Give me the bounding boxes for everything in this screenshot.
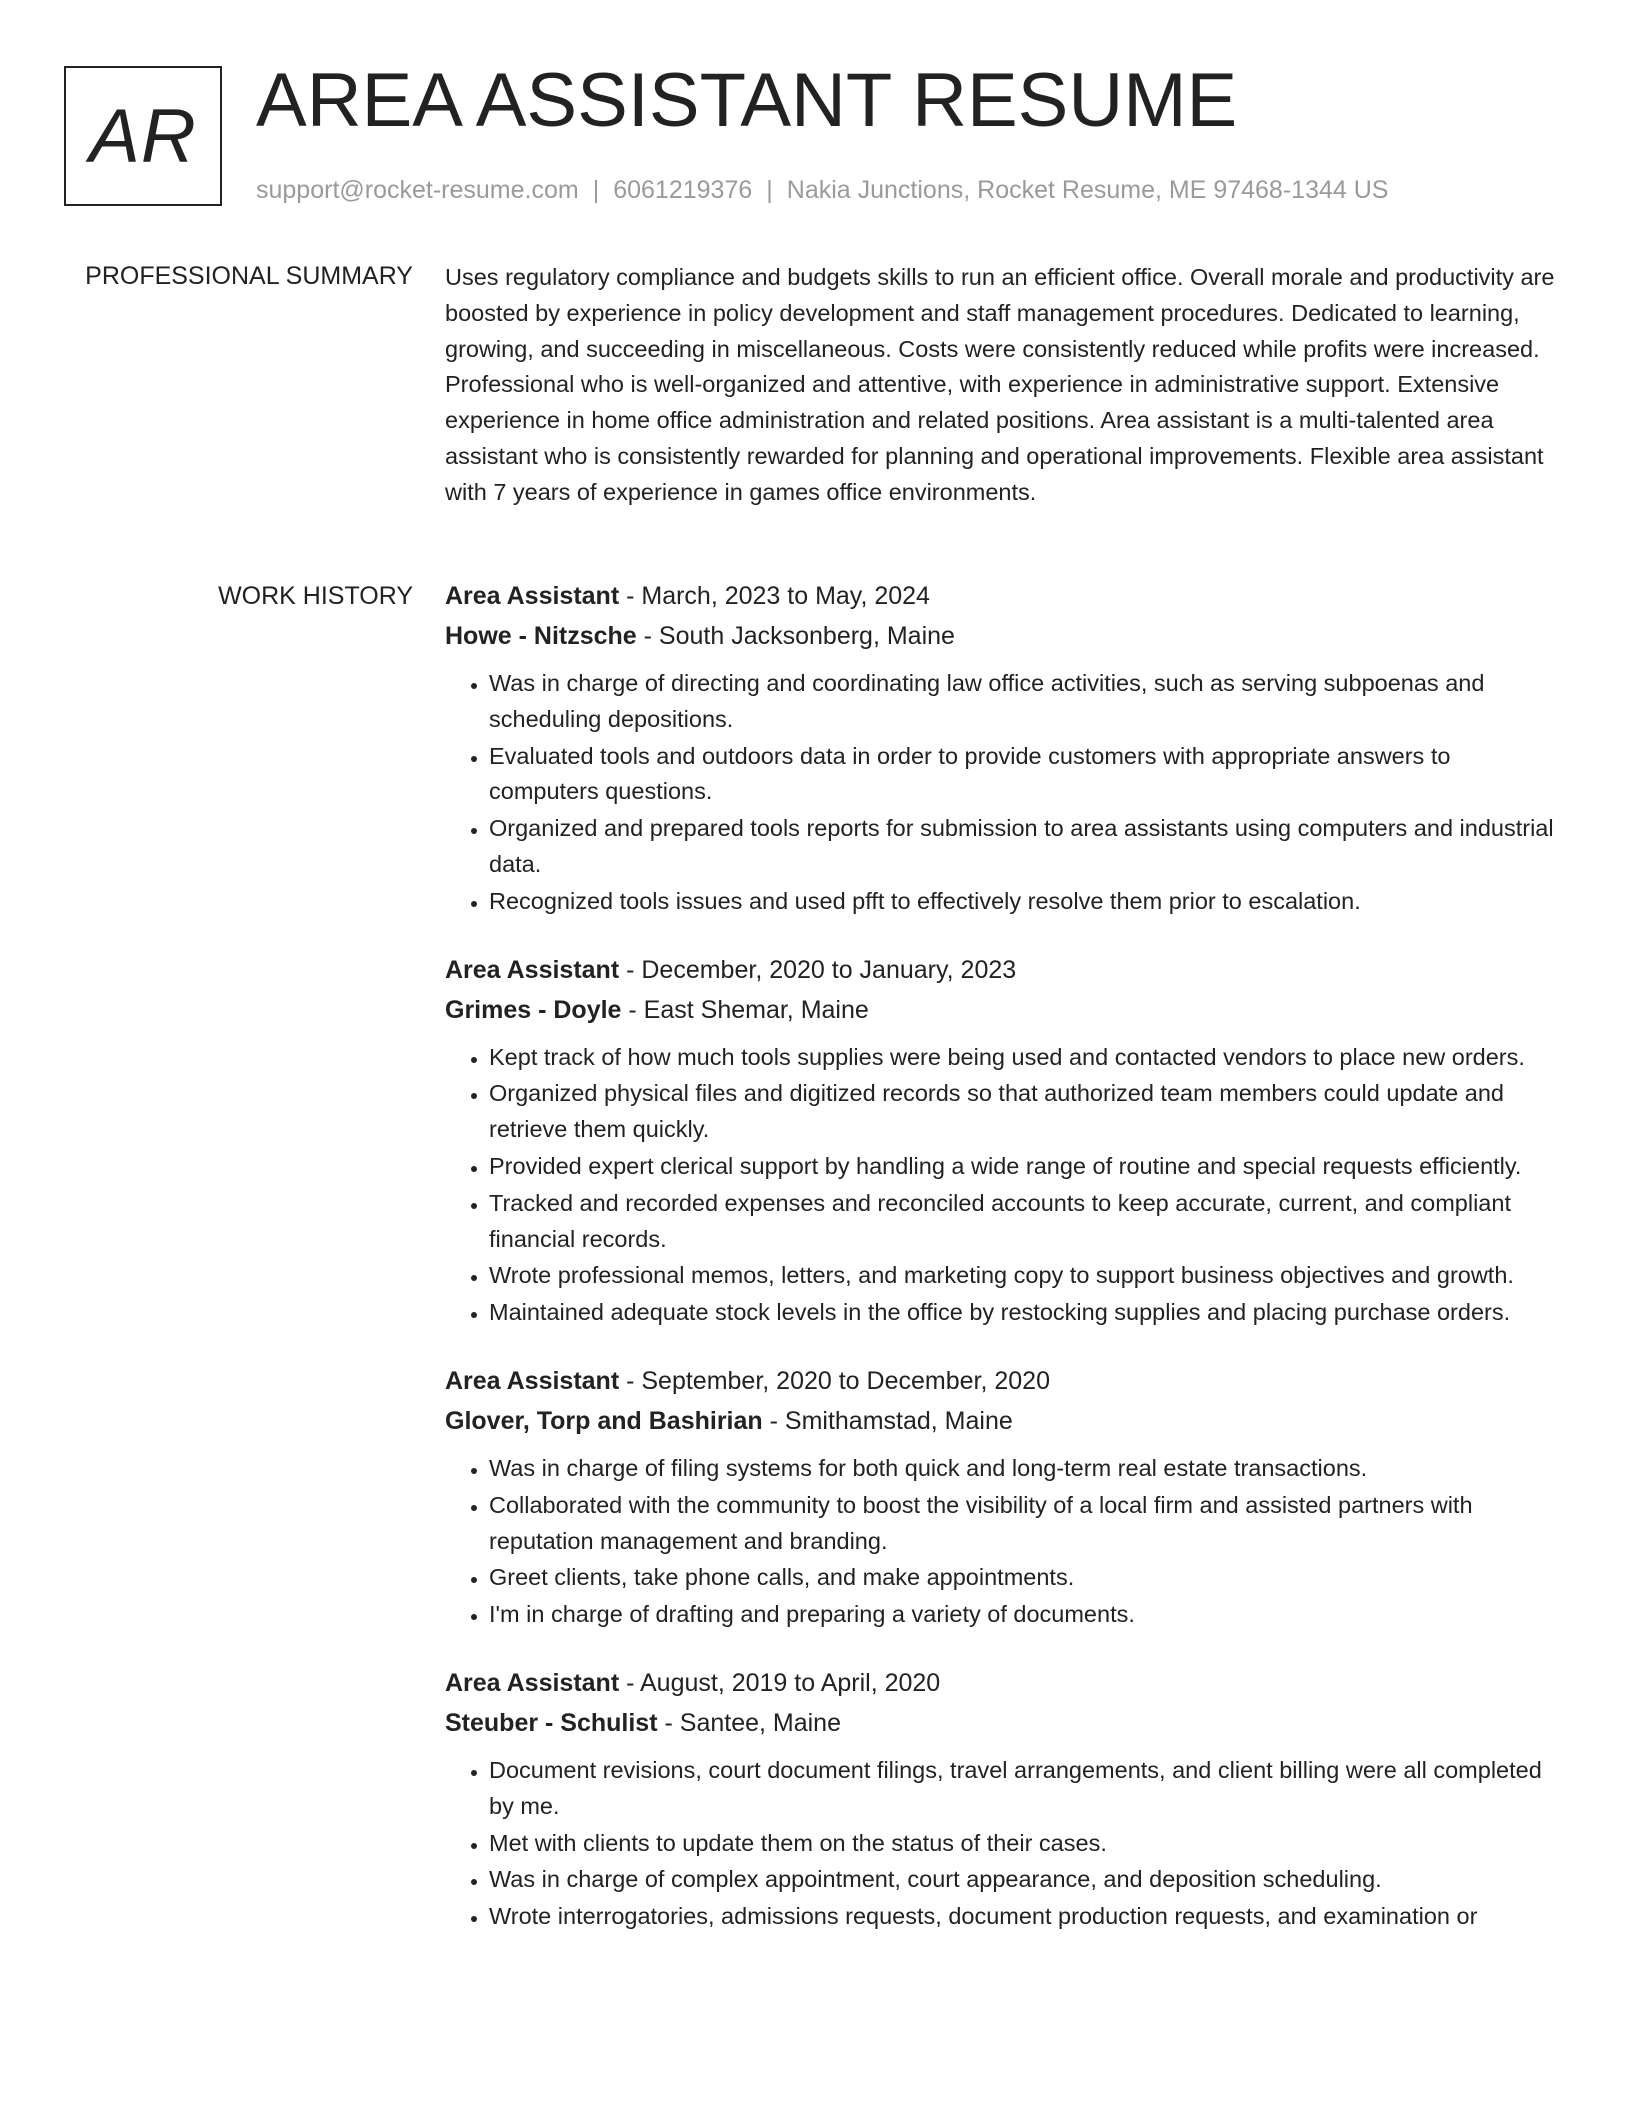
- contact-address: Nakia Junctions, Rocket Resume, ME 97468-1344 US: [786, 176, 1389, 204]
- job-bullet: • Maintained adequate stock levels in the office by restocking supplies and placing purchase orders.: [489, 1295, 1565, 1331]
- job-bullet: • Kept track of how much tools supplies were being used and contacted vendors to place new orders.: [489, 1040, 1565, 1076]
- job-dates: - December, 2020 to January, 2023: [619, 955, 1017, 984]
- job-bullet: • Greet clients, take phone calls, and make appointments.: [489, 1560, 1565, 1596]
- job-entry: [445, 1361, 1565, 1633]
- contact-email[interactable]: support@rocket-resume.com: [256, 176, 579, 204]
- summary-text: Uses regulatory compliance and budgets skills to run an efficient office. Overall morale and productivity are boosted by experience in policy development and staff management procedures. Dedicated to learning, growing, and succeeding in miscellaneous. Costs were consistently reduced while profits were increased. Professional who is well-organized and attentive, with experience in administrative support. Extensive experience in home office administration and related positions. Area assistant is a multi-talented area assistant who is consistently rewarded for planning and operational improvements. Flexible area assistant with 7 years of experience in games office environments.: [445, 264, 1555, 505]
- job-location: - Smithamstad, Maine: [762, 1406, 1013, 1435]
- contact-phone[interactable]: 6061219376: [613, 176, 753, 204]
- job-title: Area Assistant: [445, 955, 620, 984]
- job-bullet: • Organized physical files and digitized records so that authorized team members could update and retrieve them quickly.: [489, 1076, 1565, 1148]
- resume-title: AREA ASSISTANT RESUME: [256, 58, 1238, 143]
- job-company-line: [445, 1401, 1565, 1441]
- job-dates: - September, 2020 to December, 2020: [619, 1366, 1050, 1395]
- job-bullet: • Organized and prepared tools reports for submission to area assistants using computers and industrial data.: [489, 811, 1565, 883]
- contact-line: [256, 174, 1388, 206]
- job-title-line: [445, 950, 1565, 990]
- job-dates: - March, 2023 to May, 2024: [619, 582, 930, 610]
- job-company: Grimes - Doyle: [445, 995, 622, 1024]
- job-company-line: [445, 616, 1565, 656]
- contact-separator: |: [766, 176, 773, 204]
- job-bullets: [445, 666, 1565, 920]
- job-title-line: [445, 1663, 1565, 1703]
- job-bullet: • I'm in charge of drafting and preparing a variety of documents.: [489, 1597, 1565, 1633]
- job-bullet: • Collaborated with the community to boost the visibility of a local firm and assisted partners with reputation management and branding.: [489, 1488, 1565, 1560]
- job-bullet: • Recognized tools issues and used pfft to effectively resolve them prior to escalation.: [489, 884, 1565, 920]
- job-location: - South Jacksonberg, Maine: [636, 622, 955, 650]
- job-title: Area Assistant: [445, 1668, 620, 1697]
- section-label-summary: PROFESSIONAL SUMMARY: [85, 262, 413, 290]
- work-history-body: [445, 576, 1565, 1965]
- job-entry: [445, 1663, 1565, 1935]
- job-company: Glover, Torp and Bashirian: [445, 1406, 763, 1435]
- monogram-logo: AR: [64, 66, 222, 206]
- job-company: Steuber - Schulist: [445, 1708, 658, 1737]
- contact-separator: |: [592, 176, 600, 204]
- summary-body: [445, 260, 1565, 511]
- job-title: Area Assistant: [445, 582, 620, 610]
- job-title: Area Assistant: [445, 1366, 620, 1395]
- job-company-line: [445, 1703, 1565, 1743]
- job-company-line: [445, 990, 1565, 1030]
- job-dates: - August, 2019 to April, 2020: [619, 1668, 941, 1697]
- job-title-line: [445, 1361, 1565, 1401]
- job-bullet: • Was in charge of filing systems for both quick and long-term real estate transactions.: [489, 1451, 1565, 1487]
- job-title-line: [445, 576, 1565, 616]
- job-entry: [445, 576, 1565, 920]
- job-bullet: • Wrote professional memos, letters, and marketing copy to support business objectives and growth.: [489, 1258, 1565, 1294]
- job-bullet: • Evaluated tools and outdoors data in order to provide customers with appropriate answers to computers questions.: [489, 739, 1565, 811]
- job-bullets: [445, 1040, 1565, 1331]
- section-label-work-history: WORK HISTORY: [218, 582, 413, 610]
- job-bullet: • Met with clients to update them on the status of their cases.: [489, 1826, 1565, 1862]
- job-company: Howe - Nitzsche: [445, 622, 637, 650]
- job-location: - Santee, Maine: [657, 1708, 841, 1737]
- job-bullet: • Was in charge of directing and coordinating law office activities, such as serving subpoenas and scheduling depositions.: [489, 666, 1565, 738]
- job-bullet: • Provided expert clerical support by handling a wide range of routine and special requests efficiently.: [489, 1149, 1565, 1185]
- job-bullet: • Was in charge of complex appointment, court appearance, and deposition scheduling.: [489, 1862, 1565, 1898]
- job-bullets: [445, 1451, 1565, 1633]
- job-bullet: • Wrote interrogatories, admissions requests, document production requests, and examination or: [489, 1899, 1565, 1935]
- job-bullet: • Document revisions, court document filings, travel arrangements, and client billing were all completed by me.: [489, 1753, 1565, 1825]
- job-bullet: • Tracked and recorded expenses and reconciled accounts to keep accurate, current, and compliant financial records.: [489, 1186, 1565, 1258]
- job-bullets: [445, 1753, 1565, 1935]
- job-location: - East Shemar, Maine: [621, 995, 869, 1024]
- job-entry: [445, 950, 1565, 1331]
